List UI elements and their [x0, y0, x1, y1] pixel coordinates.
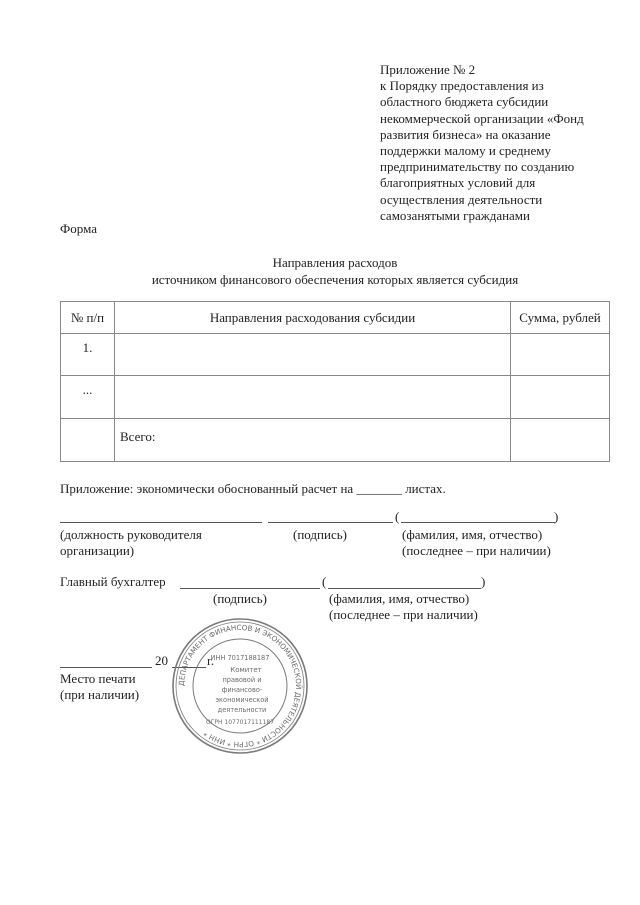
stamp-center-text: финансово-	[221, 686, 263, 694]
stamp-ring-text: ДЕПАРТАМЕНТ ФИНАНСОВ И ЭКОНОМИЧЕСКОЙ ДЕЯТЕЛЬНОСТИ * ОГРН * ИНН *	[176, 622, 304, 750]
row-number: 1.	[61, 334, 115, 376]
appendix-line: осуществления деятельности	[380, 191, 543, 207]
head-position-caption: (должность руководителя	[60, 527, 202, 542]
appendix-block	[380, 62, 620, 224]
total-amount-cell[interactable]	[511, 419, 610, 462]
date-year-suffix: г.	[207, 653, 215, 668]
accountant-name-close: )	[481, 574, 486, 589]
accountant-name-caption: (последнее – при наличии)	[329, 607, 478, 622]
accountant-name-open: (	[322, 574, 327, 589]
attachment-text: Приложение: экономически обоснованный расчет на _______ листах.	[60, 481, 446, 496]
table-header-row	[61, 302, 610, 334]
table-total-row	[61, 419, 610, 462]
head-name-close: )	[554, 509, 559, 524]
accountant-signature-line[interactable]	[180, 588, 320, 589]
table-row	[61, 334, 610, 376]
seal-caption: Место печати	[60, 671, 136, 686]
stamp-center-text: деятельности	[217, 706, 267, 714]
head-name-caption: (фамилия, имя, отчество)	[402, 527, 543, 542]
appendix-line: некоммерческой организации «Фонд	[380, 110, 584, 126]
title-line-1: Направления расходов	[272, 255, 398, 270]
appendix-line: самозанятыми гражданами	[380, 207, 530, 223]
head-name-caption: (последнее – при наличии)	[402, 543, 551, 558]
head-position-caption: организации)	[60, 543, 135, 558]
stamp-center-text: Комитет	[230, 666, 262, 674]
header-number: № п/п	[61, 302, 115, 334]
appendix-line: благоприятных условий для	[380, 175, 536, 191]
accountant-name-caption: (фамилия, имя, отчество)	[329, 591, 470, 606]
head-name-open: (	[395, 509, 400, 524]
table-row	[61, 376, 610, 419]
header-amount: Сумма, рублей	[511, 302, 610, 334]
head-name-line[interactable]	[401, 522, 555, 523]
head-position-line[interactable]	[60, 522, 262, 523]
stamp-bottom-text: ОГРН 1077017111187	[205, 719, 275, 726]
seal-caption: (при наличии)	[60, 687, 140, 702]
accountant-title: Главный бухгалтер	[60, 574, 166, 589]
appendix-line: предпринимательству по созданию	[380, 159, 575, 175]
organization-stamp	[170, 616, 310, 756]
total-number-cell	[61, 419, 115, 462]
appendix-line: развития бизнеса» на оказание	[380, 126, 551, 142]
stamp-center-text: правовой и	[222, 676, 262, 684]
appendix-line: к Порядку предоставления из	[380, 78, 544, 94]
header-direction: Направления расходования субсидии	[115, 302, 511, 334]
row-direction-cell[interactable]	[115, 334, 511, 376]
stamp-center-text: экономической	[215, 696, 269, 704]
total-label: Всего:	[115, 419, 511, 462]
stamp-center-text: ИНН 7017188187	[210, 654, 270, 662]
form-label: Форма	[60, 221, 97, 236]
appendix-line: поддержки малому и среднему	[380, 143, 551, 159]
row-amount-cell[interactable]	[511, 334, 610, 376]
row-amount-cell[interactable]	[511, 376, 610, 419]
date-year-prefix: 20	[155, 653, 168, 668]
title-line-2: источником финансового обеспечения которых является субсидия	[151, 272, 519, 287]
expenses-table	[60, 301, 610, 462]
head-signature-line[interactable]	[268, 522, 393, 523]
appendix-line: областного бюджета субсидии	[380, 94, 549, 110]
date-line[interactable]	[60, 667, 152, 668]
row-number: ...	[61, 376, 115, 419]
accountant-signature-caption: (подпись)	[213, 591, 267, 606]
appendix-line: Приложение № 2	[380, 62, 476, 77]
accountant-name-line[interactable]	[328, 588, 481, 589]
row-direction-cell[interactable]	[115, 376, 511, 419]
head-signature-caption: (подпись)	[293, 527, 347, 542]
